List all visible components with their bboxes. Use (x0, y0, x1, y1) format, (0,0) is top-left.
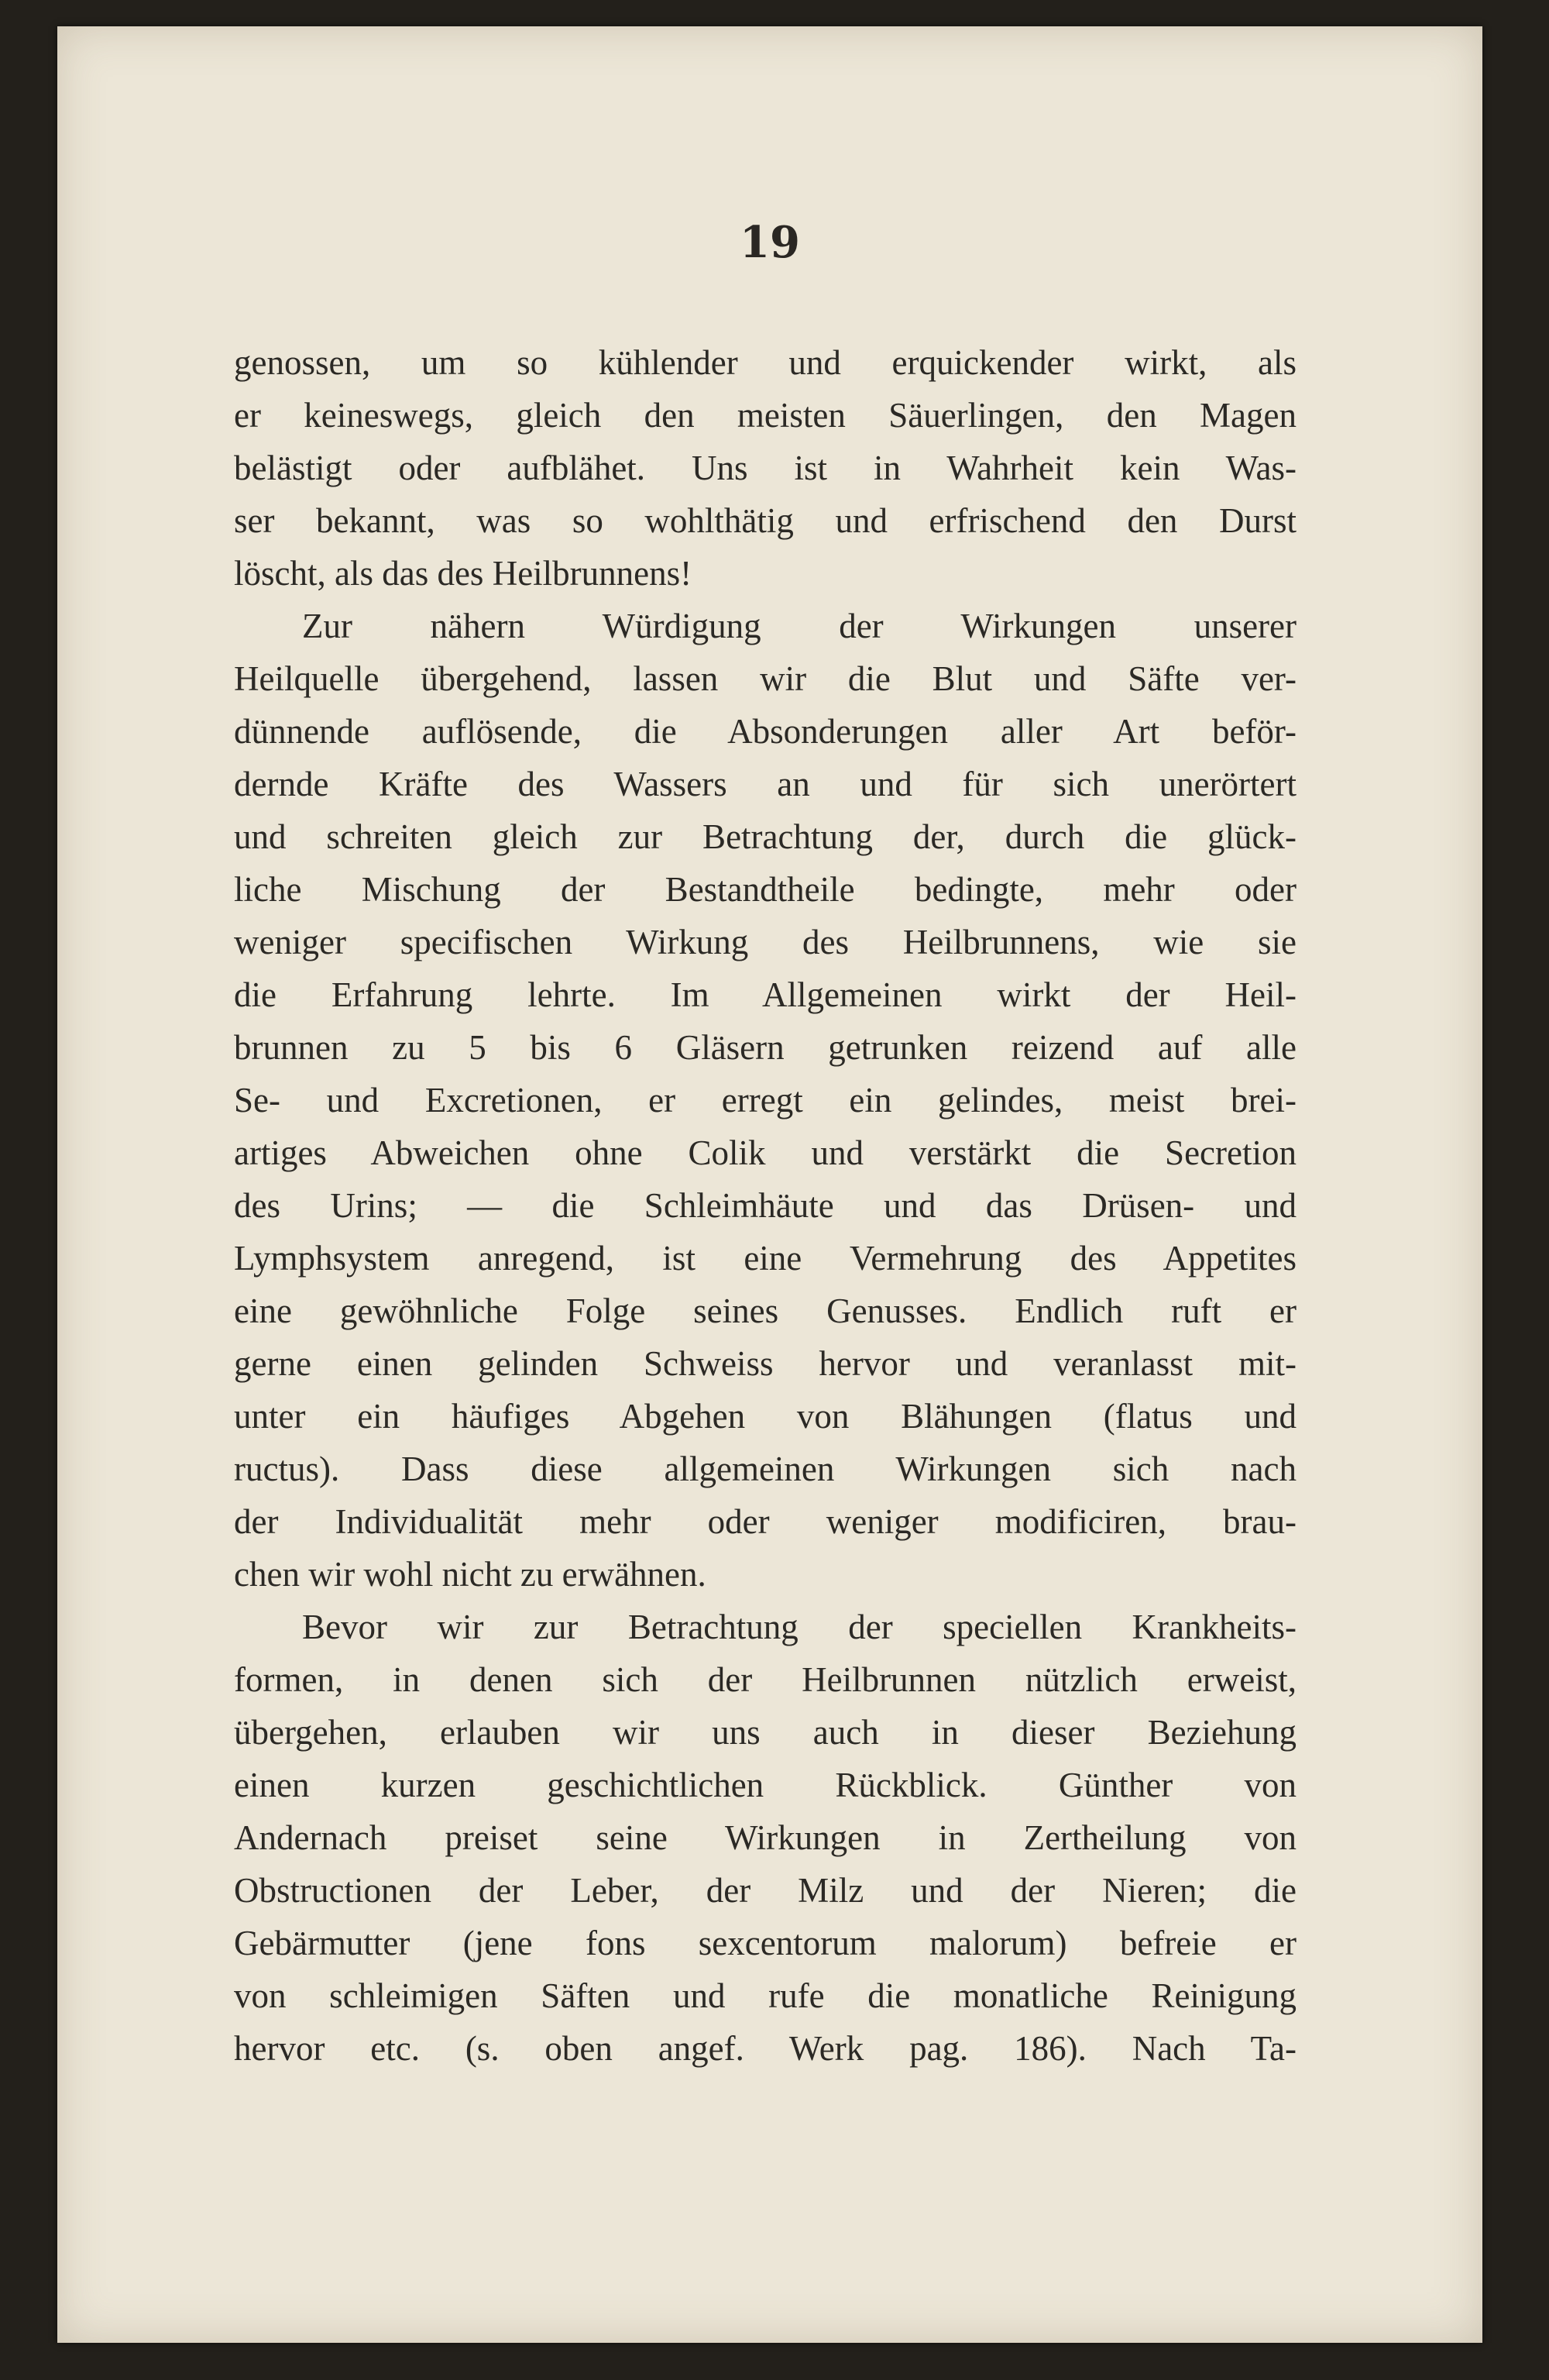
text-line: brunnen zu 5 bis 6 Gläsern getrunken reizend auf alle (234, 1028, 1297, 1067)
text-line: gerne einen gelinden Schweiss hervor und veranlasst mit- (234, 1344, 1297, 1383)
text-line: liche Mischung der Bestandtheile bedingte, mehr oder (234, 870, 1297, 909)
text-line: formen, in denen sich der Heilbrunnen nützlich erweist, (234, 1660, 1297, 1699)
body-text (234, 336, 1297, 2075)
text-line: ructus). Dass diese allgemeinen Wirkungen sich nach (234, 1450, 1297, 1488)
text-line: dernde Kräfte des Wassers an und für sich unerörtert (234, 765, 1297, 803)
text-line: von schleimigen Säften und rufe die monatliche Reinigung (234, 1976, 1297, 2015)
text-line: Andernach preiset seine Wirkungen in Zertheilung von (234, 1818, 1297, 1857)
text-line: einen kurzen geschichtlichen Rückblick. Günther von (234, 1766, 1297, 1804)
text-line: belästigt oder aufblähet. Uns ist in Wahrheit kein Was- (234, 449, 1297, 487)
text-line: und schreiten gleich zur Betrachtung der, durch die glück- (234, 817, 1297, 856)
text-line: Bevor wir zur Betrachtung der speciellen Krankheits- (302, 1608, 1297, 1646)
text-line: löscht, als das des Heilbrunnens! (234, 554, 692, 593)
text-line: eine gewöhnliche Folge seines Genusses. Endlich ruft er (234, 1291, 1297, 1330)
text-line: Se- und Excretionen, er erregt ein gelindes, meist brei- (234, 1081, 1297, 1119)
text-line: Zur nähern Würdigung der Wirkungen unserer (302, 607, 1297, 645)
text-line: genossen, um so kühlender und erquickender wirkt, als (234, 343, 1297, 382)
text-line: Heilquelle übergehend, lassen wir die Blut und Säfte ver- (234, 659, 1297, 698)
text-line: chen wir wohl nicht zu erwähnen. (234, 1555, 706, 1594)
text-line: weniger specifischen Wirkung des Heilbrunnens, wie sie (234, 923, 1297, 961)
text-line: hervor etc. (s. oben angef. Werk pag. 186). Nach Ta- (234, 2029, 1297, 2068)
text-line: unter ein häufiges Abgehen von Blähungen (flatus und (234, 1397, 1297, 1436)
page-number: 19 (740, 217, 800, 268)
text-line: ser bekannt, was so wohlthätig und erfrischend den Durst (234, 501, 1297, 540)
text-line: des Urins; — die Schleimhäute und das Drüsen- und (234, 1186, 1297, 1225)
text-line: Obstructionen der Leber, der Milz und der Nieren; die (234, 1871, 1297, 1910)
text-line: er keineswegs, gleich den meisten Säuerlingen, den Magen (234, 396, 1297, 435)
book-page (57, 26, 1482, 2343)
text-line: Gebärmutter (jene fons sexcentorum malorum) befreie er (234, 1924, 1297, 1962)
text-line: Lymphsystem anregend, ist eine Vermehrung des Appetites (234, 1239, 1297, 1278)
text-line: der Individualität mehr oder weniger modificiren, brau- (234, 1502, 1297, 1541)
text-line: übergehen, erlauben wir uns auch in dieser Beziehung (234, 1713, 1297, 1752)
text-line: dünnende auflösende, die Absonderungen aller Art beför- (234, 712, 1297, 751)
text-line: artiges Abweichen ohne Colik und verstärkt die Secretion (234, 1133, 1297, 1172)
text-line: die Erfahrung lehrte. Im Allgemeinen wirkt der Heil- (234, 975, 1297, 1014)
